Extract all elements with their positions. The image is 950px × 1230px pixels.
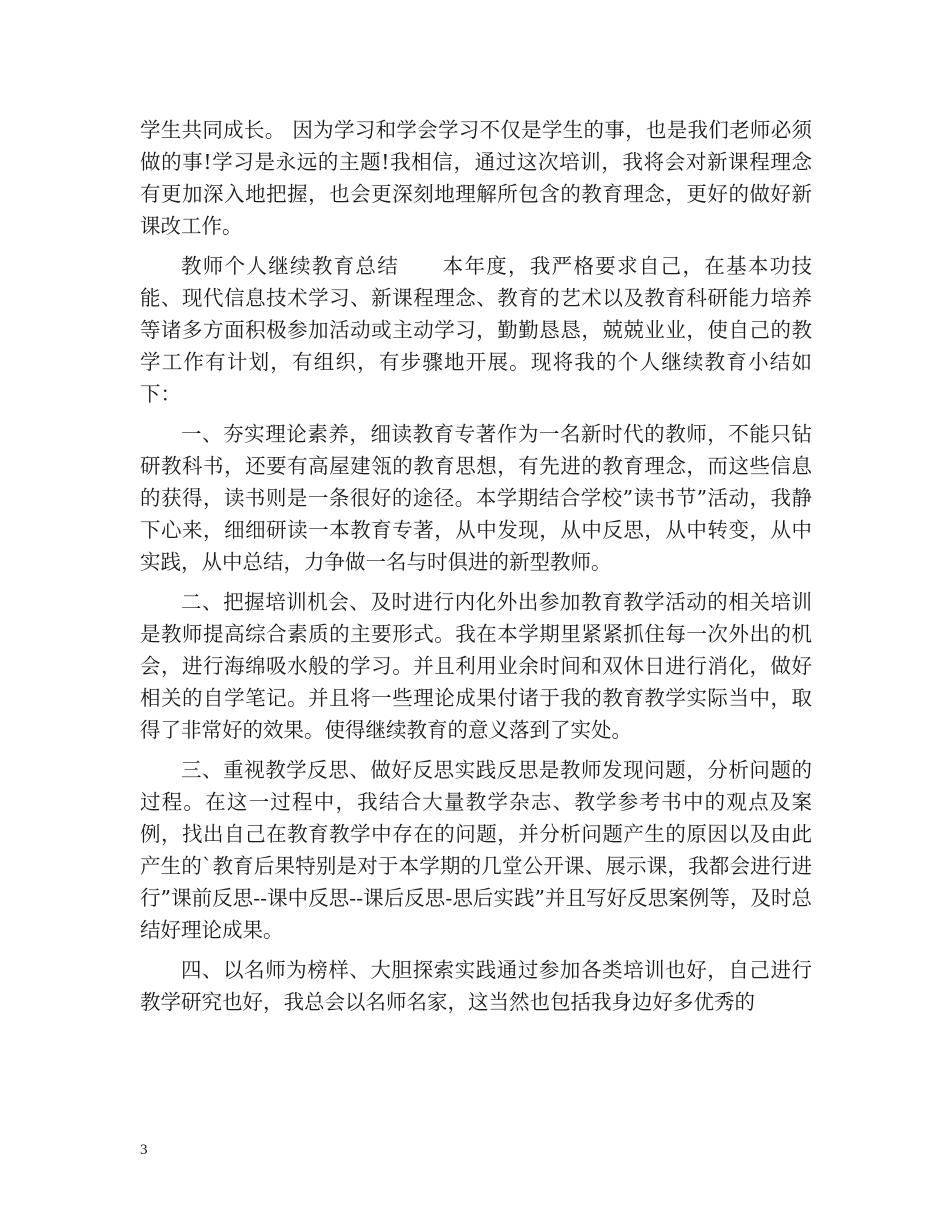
paragraph-reflection: 三、重视教学反思、做好反思实践反思是教师发现问题，分析问题的过程。在这一过程中，我结合大量教学杂志、教学参考书中的观点及案例，找出自己在教育教学中存在的问题，并分析问题产生的原因以及由此产生的`教育后果特别是对于本学期的几堂公开课、展示课，我都会进行进行”课前反思--课中反思--课后反思-思后实践”并且写好反思案例等，及时总结好理论成果。 [140,758,812,942]
paragraph-theory: 一、夯实理论素养，细读教育专著作为一名新时代的教师，不能只钻研教科书，还要有高屋建瓴的教育思想，有先进的教育理念，而这些信息的获得，读书则是一条很好的途径。本学期结合学校”读书节”活动，我静下心来，细细研读一本教育专著，从中发现，从中反思，从中转变，从中实践，从中总结，力争做一名与时俱进的新型教师。 [140,422,812,574]
body-text [140,114,812,1026]
page-number: 3 [140,1142,148,1158]
paragraph-role-models: 四、以名师为榜样、大胆探索实践通过参加各类培训也好，自己进行教学研究也好，我总会以名师名家，这当然也包括我身边好多优秀的 [140,958,812,1014]
paragraph-training: 二、把握培训机会、及时进行内化外出参加教育教学活动的相关培训是教师提高综合素质的主要形式。我在本学期里紧紧抓住每一次外出的机会，进行海绵吸水般的学习。并且利用业余时间和双休日进行消化，做好相关的自学笔记。并且将一些理论成果付诸于我的教育教学实际当中，取得了非常好的效果。使得继续教育的意义落到了实处。 [140,590,812,742]
paragraph-summary-intro: 教师个人继续教育总结 本年度，我严格要求自己，在基本功技能、现代信息技术学习、新课程理念、教育的艺术以及教育科研能力培养等诸多方面积极参加活动或主动学习，勤勤恳恳，兢兢业业，使自己的教学工作有计划，有组织，有步骤地开展。现将我的个人继续教育小结如下： [140,254,812,406]
paragraph-continuation: 学生共同成长。 因为学习和学会学习不仅是学生的事，也是我们老师必须做的事!学习是永远的主题!我相信，通过这次培训，我将会对新课程理念有更加深入地把握，也会更深刻地理解所包含的教育理念，更好的做好新课改工作。 [140,118,812,238]
